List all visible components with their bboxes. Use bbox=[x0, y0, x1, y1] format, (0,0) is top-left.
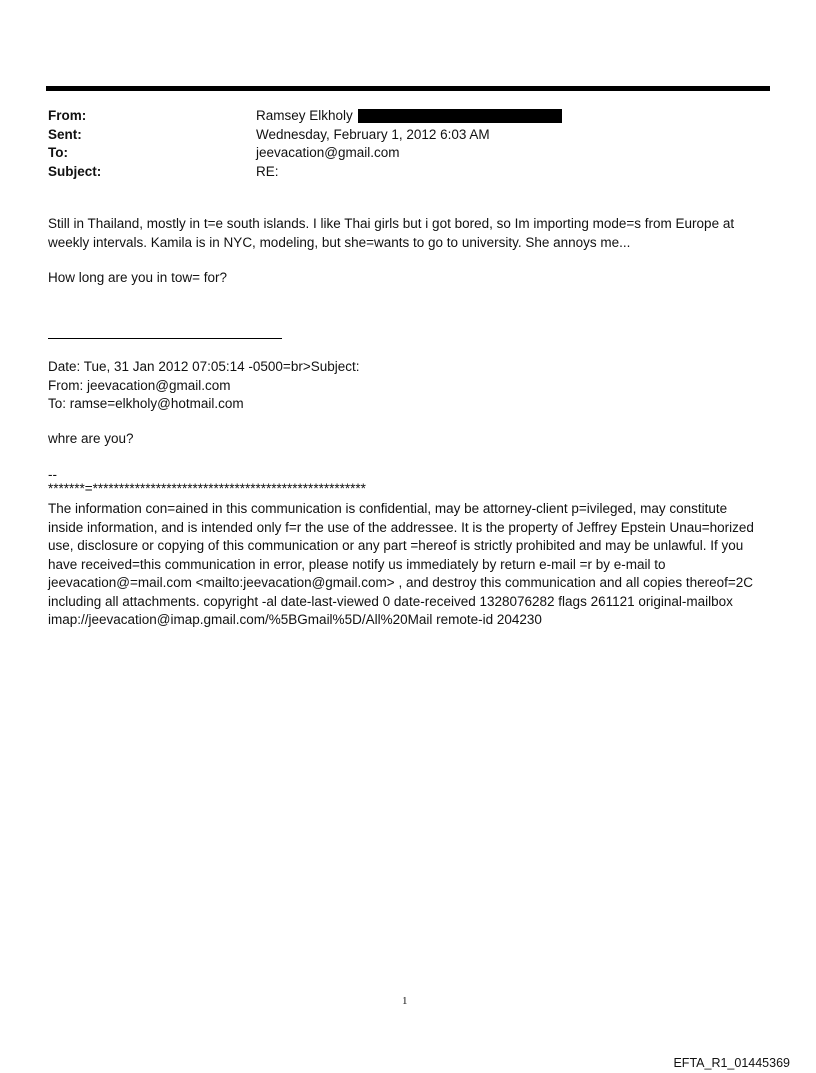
from-value bbox=[256, 107, 562, 126]
quoted-message: whre are you? bbox=[48, 431, 134, 446]
asterisk-rule: *******=**************************************************** bbox=[48, 481, 366, 496]
quoted-from-line: From: jeevacation@gmail.com bbox=[48, 377, 231, 393]
header-rule bbox=[46, 86, 770, 91]
sent-label: Sent: bbox=[48, 126, 82, 142]
from-row bbox=[48, 107, 768, 126]
to-row bbox=[48, 144, 768, 163]
subject-label: Subject: bbox=[48, 163, 102, 179]
message-question: How long are you in tow= for? bbox=[48, 270, 227, 285]
to-label: To: bbox=[48, 145, 68, 160]
quoted-header bbox=[48, 358, 764, 414]
redaction-bar bbox=[358, 109, 562, 123]
email-header bbox=[48, 107, 768, 181]
subject-row bbox=[48, 163, 768, 182]
quoted-date-line: Date: Tue, 31 Jan 2012 07:05:14 -0500=br>Subject: bbox=[48, 359, 360, 374]
reply-divider bbox=[48, 338, 282, 339]
confidentiality-disclaimer: The information con=ained in this communication is confidential, may be attorney-client p=ivileged, may constitute inside information, and is intended only f=r the use of the addressee. It is the property of Jeffrey Epstein Unau=horized use, disclosure or copying of this communication or any part =hereof is strictly prohibited and may be unlawful. If you have received=this communication in error, please notify us immediately by return e-mail =r by e-mail to jeevacation@=mail.com <mailto:jeevacation@gmail.com> , and destroy this communication and all copies thereof=2C including all attachments. copyright -al date-last-viewed 0 date-received 1328076282 flags 261121 original-mailbox imap://jeevacation@imap.gmail.com/%5BGmail%5D/All%20Mail remote-id 204230 bbox=[48, 501, 754, 627]
from-label: From: bbox=[48, 108, 87, 123]
sender-name: Ramsey Elkholy bbox=[256, 108, 353, 123]
message-paragraph: Still in Thailand, mostly in t=e south islands. I like Thai girls but i got bored, so Im importing mode=s from Europe at weekly intervals. Kamila is in NYC, modeling, but she=wants to go to university. She annoys me... bbox=[48, 216, 735, 250]
to-value: jeevacation@gmail.com bbox=[256, 145, 400, 160]
sent-row bbox=[48, 126, 768, 145]
subject-value: RE: bbox=[256, 163, 279, 179]
page-number: 1 bbox=[402, 995, 408, 1007]
signature-separator: -- bbox=[48, 467, 57, 482]
document-id: EFTA_R1_01445369 bbox=[673, 1056, 790, 1070]
quoted-to-line: To: ramse=elkholy@hotmail.com bbox=[48, 396, 244, 411]
sent-value: Wednesday, February 1, 2012 6:03 AM bbox=[256, 126, 490, 142]
